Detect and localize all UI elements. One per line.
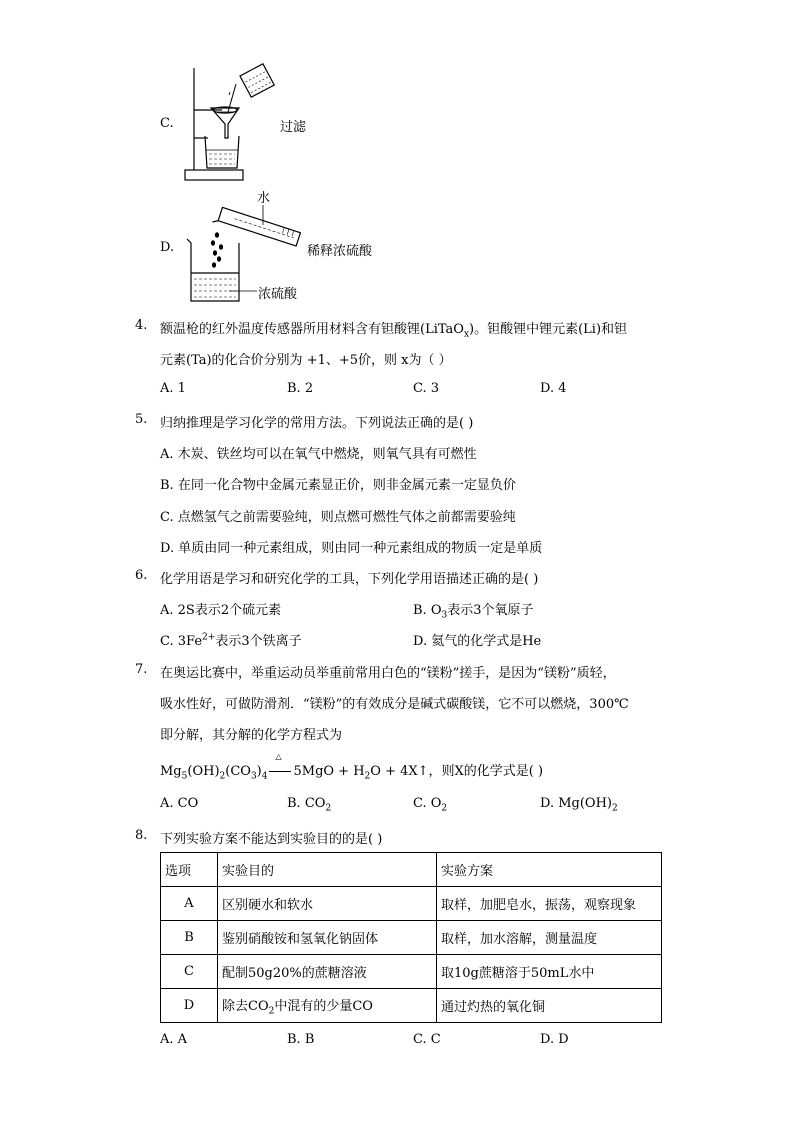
q5-option-d[interactable]: D. 单质由同一种元素组成，则由同一种元素组成的物质一定是单质 bbox=[160, 541, 543, 556]
label-water: 水 bbox=[257, 191, 271, 206]
table-cell-plan: 通过灼热的氧化铜 bbox=[437, 989, 662, 1023]
q6-number: 6. bbox=[135, 568, 148, 583]
table-cell-plan: 取10g蔗糖溶于50mL水中 bbox=[437, 955, 662, 989]
experiment-table bbox=[160, 852, 662, 1023]
equation-arrow: △ bbox=[267, 764, 293, 779]
table-cell-goal: 鉴别硝酸铵和氢氧化钠固体 bbox=[218, 921, 437, 955]
q4-number: 4. bbox=[135, 318, 148, 333]
q8-option-a[interactable]: A. A bbox=[160, 1032, 188, 1047]
q8-option-b[interactable]: B. B bbox=[287, 1032, 315, 1047]
q5-stem: 归纳推理是学习化学的常用方法。下列说法正确的是( ) bbox=[160, 416, 474, 431]
table-cell-option: A bbox=[161, 887, 218, 921]
table-row bbox=[161, 989, 662, 1023]
q7-stem-line3: 即分解，其分解的化学方程式为 bbox=[160, 728, 343, 743]
table-cell-option: C bbox=[161, 955, 218, 989]
q4-option-a[interactable]: A. 1 bbox=[160, 381, 186, 396]
table-cell-plan: 取样，加水溶解，测量温度 bbox=[437, 921, 662, 955]
q8-number: 8. bbox=[135, 828, 148, 843]
option-c-caption: 过滤 bbox=[280, 120, 307, 135]
table-header-cell: 选项 bbox=[161, 853, 218, 887]
q5-option-c[interactable]: C. 点燃氢气之前需要验纯，则点燃可燃性气体之前都需要验纯 bbox=[160, 510, 516, 525]
q4-option-c[interactable]: C. 3 bbox=[413, 381, 440, 396]
q7-option-d[interactable]: D. $Mg(OH)_2$ bbox=[540, 796, 618, 814]
q4-stem-line2: 元素(Ta)的化合价分别为 +1、+5价，则 x为（ ） bbox=[160, 353, 452, 368]
q6-option-d[interactable]: D. 氦气的化学式是He bbox=[413, 634, 542, 649]
q7-option-a[interactable]: A. CO bbox=[160, 796, 199, 811]
q7-stem-line1: 在奥运比赛中，举重运动员举重前常用白色的“镁粉”搓手，是因为“镁粉”质轻， bbox=[160, 666, 616, 681]
table-cell-option: D bbox=[161, 989, 218, 1023]
q7-stem-line2: 吸水性好，可做防滑剂．“镁粉”的有效成分是碱式碳酸镁，它不可以燃烧，300℃ bbox=[160, 697, 629, 712]
label-dilute-acid: 稀释浓硫酸 bbox=[307, 244, 373, 259]
option-c-letter: C. bbox=[160, 116, 174, 131]
q5-number: 5. bbox=[135, 412, 148, 427]
q4-stem-line1: 额温枪的红外温度传感器所用材料含有钽酸锂(LiTaO$_x$)。钽酸锂中锂元素(Li)和钽 bbox=[160, 322, 628, 340]
q5-option-b[interactable]: B. 在同一化合物中金属元素显正价，则非金属元素一定显负价 bbox=[160, 478, 516, 493]
table-row bbox=[161, 921, 662, 955]
option-d-letter: D. bbox=[160, 240, 175, 255]
q7-number: 7. bbox=[135, 662, 148, 677]
table-header-cell: 实验目的 bbox=[218, 853, 437, 887]
q4-option-d[interactable]: D. 4 bbox=[540, 381, 567, 396]
table-cell-goal: 区别硬水和软水 bbox=[218, 887, 437, 921]
filtration-apparatus-figure bbox=[180, 62, 280, 187]
q6-option-a[interactable]: A. 2S表示2个硫元素 bbox=[160, 603, 282, 618]
q8-option-d[interactable]: D. D bbox=[540, 1032, 569, 1047]
table-cell-plan: 取样，加肥皂水，振荡，观察现象 bbox=[437, 887, 662, 921]
q7-option-b[interactable]: B. $CO_2$ bbox=[287, 796, 332, 814]
q6-option-b[interactable]: B. $O_3$表示3个氧原子 bbox=[413, 603, 534, 621]
q6-stem: 化学用语是学习和研究化学的工具，下列化学用语描述正确的是( ) bbox=[160, 572, 539, 587]
table-row bbox=[161, 887, 662, 921]
label-concentrated-acid: 浓硫酸 bbox=[258, 287, 298, 302]
q6-option-c[interactable]: C. $3Fe^{2+}$表示3个铁离子 bbox=[160, 632, 302, 649]
table-header-cell: 实验方案 bbox=[437, 853, 662, 887]
q8-option-c[interactable]: C. C bbox=[413, 1032, 441, 1047]
q5-option-a[interactable]: A. 木炭、铁丝均可以在氧气中燃烧，则氧气具有可燃性 bbox=[160, 447, 477, 462]
q8-stem: 下列实验方案不能达到实验目的的是( ) bbox=[160, 832, 383, 847]
q4-option-b[interactable]: B. 2 bbox=[287, 381, 314, 396]
q7-option-c[interactable]: C. $O_2$ bbox=[413, 796, 448, 814]
table-cell-option: B bbox=[161, 921, 218, 955]
table-header-row bbox=[161, 853, 662, 887]
table-cell-goal: 配制50g20%的蔗糖溶液 bbox=[218, 955, 437, 989]
q7-equation: $Mg_5(OH)_2(CO_3)_4$ △ $5MgO + H_2O$ + 4X↑，则X的化学式是( ) bbox=[160, 752, 544, 782]
table-row bbox=[161, 955, 662, 989]
table-cell-goal: 除去$CO_2$中混有的少量CO bbox=[218, 989, 437, 1023]
